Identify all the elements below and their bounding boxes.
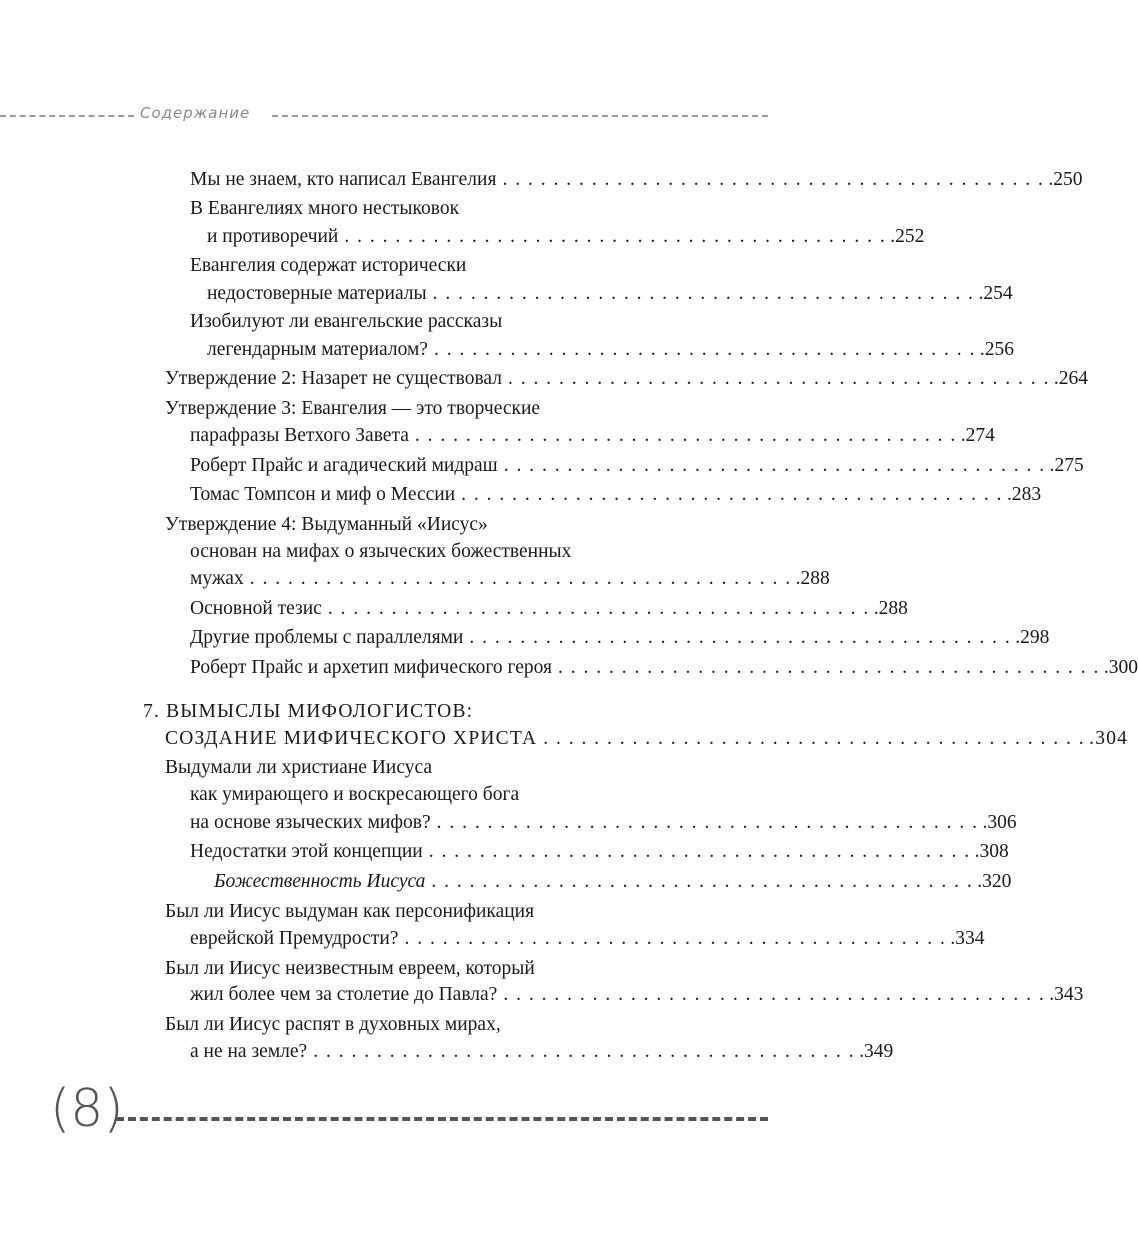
toc-entry: Изобилуют ли евангельские рассказы [190, 311, 503, 332]
toc-entry: легендарным материалом? . . . . . . . . . . . . . . . . . . . . . . . . . . . . . . . . . . . . . . . . . . . .256 [207, 339, 1014, 360]
toc-entry: Томас Томпсон и миф о Мессии . . . . . . . . . . . . . . . . . . . . . . . . . . . . . . . . . . . . . . . . . . . .283 [190, 484, 1042, 505]
toc-entry: Божественность Иисуса . . . . . . . . . . . . . . . . . . . . . . . . . . . . . . . . . . . . . . . . . . . .320 [214, 871, 1012, 892]
leader-dots: . . . . . . . . . . . . . . . . . . . . . . . . . . . . . . . . . . . . . . . . . . . [503, 984, 1046, 1005]
toc-entry: Роберт Прайс и агадический мидраш . . . . . . . . . . . . . . . . . . . . . . . . . . . . . . . . . . . . . . . . . . . .275 [190, 455, 1084, 476]
leader-dots: . . . . . . . . . . . . . . . . . . . . . . . . . . . . . . . . . . . . . . . . . . . [432, 283, 975, 304]
leader-dots: . . . . . . . . . . . . . . . . . . . . . . . . . . . . . . . . . . . . . . . . . . . [543, 728, 1086, 749]
leader-dots: . . . . . . . . . . . . . . . . . . . . . . . . . . . . . . . . . . . . . . . . . . . [436, 812, 979, 833]
toc-entry: Евангелия содержат исторически [190, 255, 467, 276]
leader-dots: . . . . . . . . . . . . . . . . . . . . . . . . . . . . . . . . . . . . . . . . . . . [461, 484, 1004, 505]
toc-entry: Недостатки этой концепции . . . . . . . . . . . . . . . . . . . . . . . . . . . . . . . . . . . . . . . . . . . .308 [190, 841, 1009, 862]
leader-dots: . . . . . . . . . . . . . . . . . . . . . . . . . . . . . . . . . . . . . . . . . . . [344, 226, 887, 247]
toc-entry: Был ли Иисус выдуман как персонификация [165, 901, 535, 922]
chapter-heading: СОЗДАНИЕ МИФИЧЕСКОГО ХРИСТА . . . . . . . . . . . . . . . . . . . . . . . . . . . . . . . . . . . . . . . . . . . .304 [165, 728, 1129, 749]
toc-entry: Утверждение 3: Евангелия — это творческие [165, 398, 541, 419]
leader-dots: . . . . . . . . . . . . . . . . . . . . . . . . . . . . . . . . . . . . . . . . . . . [327, 598, 870, 619]
toc-entry: Мы не знаем, кто написал Евангелия . . . . . . . . . . . . . . . . . . . . . . . . . . . . . . . . . . . . . . . . . . . .250 [190, 169, 1083, 190]
leader-dots: . . . . . . . . . . . . . . . . . . . . . . . . . . . . . . . . . . . . . . . . . . . [428, 841, 971, 862]
leader-dots: . . . . . . . . . . . . . . . . . . . . . . . . . . . . . . . . . . . . . . . . . . . [414, 425, 957, 446]
toc-entry: В Евангелиях много нестыковок [190, 198, 460, 219]
leader-dots: . . . . . . . . . . . . . . . . . . . . . . . . . . . . . . . . . . . . . . . . . . . [503, 455, 1046, 476]
header-rule-left [0, 115, 134, 117]
toc-entry: а не на земле? . . . . . . . . . . . . . . . . . . . . . . . . . . . . . . . . . . . . . . . . . . . .349 [190, 1041, 894, 1062]
toc-entry: Основной тезис . . . . . . . . . . . . . . . . . . . . . . . . . . . . . . . . . . . . . . . . . . . .288 [190, 598, 908, 619]
toc-entry: и противоречий . . . . . . . . . . . . . . . . . . . . . . . . . . . . . . . . . . . . . . . . . . . .252 [207, 226, 925, 247]
toc-entry: Был ли Иисус неизвестным евреем, который [165, 958, 535, 979]
toc-entry: основан на мифах о языческих божественных [190, 541, 572, 562]
toc-entry: недостоверные материалы . . . . . . . . . . . . . . . . . . . . . . . . . . . . . . . . . . . . . . . . . . . .254 [207, 283, 1013, 304]
leader-dots: . . . . . . . . . . . . . . . . . . . . . . . . . . . . . . . . . . . . . . . . . . . [469, 627, 1012, 648]
toc-entry: мужах . . . . . . . . . . . . . . . . . . . . . . . . . . . . . . . . . . . . . . . . . . . .288 [190, 568, 830, 589]
leader-dots: . . . . . . . . . . . . . . . . . . . . . . . . . . . . . . . . . . . . . . . . . . . [313, 1041, 856, 1062]
leader-dots: . . . . . . . . . . . . . . . . . . . . . . . . . . . . . . . . . . . . . . . . . . . [558, 657, 1100, 678]
toc-entry: Утверждение 2: Назарет не существовал . . . . . . . . . . . . . . . . . . . . . . . . . . . . . . . . . . . . . . . . . . . .264 [165, 368, 1088, 389]
leader-dots: . . . . . . . . . . . . . . . . . . . . . . . . . . . . . . . . . . . . . . . . . . . [431, 871, 974, 892]
toc-entry: Другие проблемы с параллелями . . . . . . . . . . . . . . . . . . . . . . . . . . . . . . . . . . . . . . . . . . . .298 [190, 627, 1050, 648]
leader-dots: . . . . . . . . . . . . . . . . . . . . . . . . . . . . . . . . . . . . . . . . . . . [249, 568, 792, 589]
toc-entry: на основе языческих мифов? . . . . . . . . . . . . . . . . . . . . . . . . . . . . . . . . . . . . . . . . . . . .306 [190, 812, 1017, 833]
header-rule-right [272, 115, 768, 117]
leader-dots: . . . . . . . . . . . . . . . . . . . . . . . . . . . . . . . . . . . . . . . . . . . [433, 339, 976, 360]
leader-dots: . . . . . . . . . . . . . . . . . . . . . . . . . . . . . . . . . . . . . . . . . . . [502, 169, 1045, 190]
toc-entry: жил более чем за столетие до Павла? . . . . . . . . . . . . . . . . . . . . . . . . . . . . . . . . . . . . . . . . . . . .343 [190, 984, 1084, 1005]
footer-rule [116, 1117, 768, 1121]
toc-entry: парафразы Ветхого Завета . . . . . . . . . . . . . . . . . . . . . . . . . . . . . . . . . . . . . . . . . . . .274 [190, 425, 995, 446]
toc-entry: еврейской Премудрости? . . . . . . . . . . . . . . . . . . . . . . . . . . . . . . . . . . . . . . . . . . . .334 [190, 928, 985, 949]
toc-entry: Роберт Прайс и архетип мифического героя . . . . . . . . . . . . . . . . . . . . . . . . . . . . . . . . . . . . . . . . . . . .300 [190, 657, 1138, 678]
running-head: Содержание [140, 104, 251, 122]
toc-entry: Был ли Иисус распят в духовных мирах, [165, 1014, 501, 1035]
toc-entry: Утверждение 4: Выдуманный «Иисус» [165, 514, 488, 535]
toc-entry: Выдумали ли христиане Иисуса [165, 757, 433, 778]
leader-dots: . . . . . . . . . . . . . . . . . . . . . . . . . . . . . . . . . . . . . . . . . . . [404, 928, 947, 949]
chapter-heading: 7. ВЫМЫСЛЫ МИФОЛОГИСТОВ: [143, 701, 474, 722]
leader-dots: . . . . . . . . . . . . . . . . . . . . . . . . . . . . . . . . . . . . . . . . . . . [508, 368, 1050, 389]
page-number: (8) [50, 1079, 124, 1139]
toc-entry: как умирающего и воскресающего бога [190, 784, 520, 805]
